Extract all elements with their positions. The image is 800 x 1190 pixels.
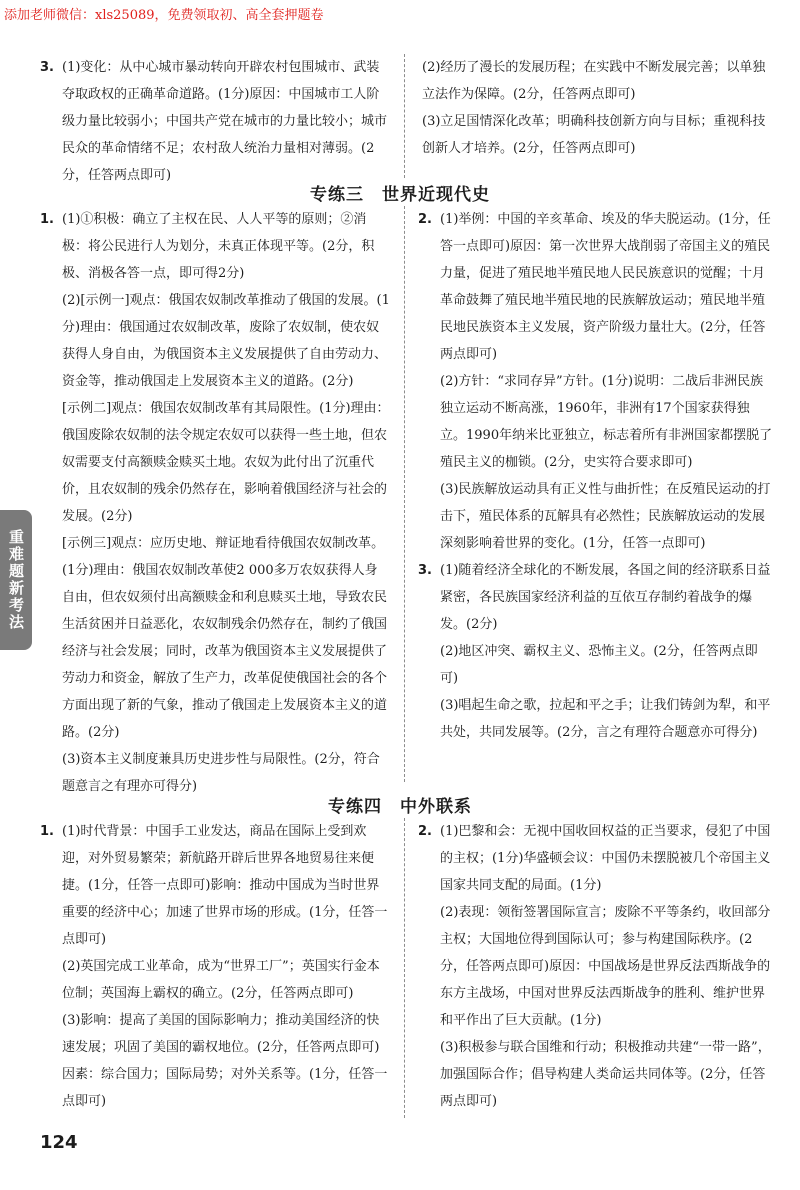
question-number: 2. <box>418 212 432 227</box>
answer-paragraph: (1)巴黎和会：无视中国收回权益的正当要求，侵犯了中国的主权；(1分)华盛顿会议：中国仍未摆脱被几个帝国主义国家共同支配的局面。(1分) <box>440 824 771 893</box>
answer-paragraph: [示例二]观点：俄国农奴制改革有其局限性。(1分)理由：俄国废除农奴制的法令规定农奴可以获得一些土地，但农奴需要支付高额赎金赎买土地。农奴为此付出了沉重代价，且农奴制的残余仍然存在，影响着俄国经济与社会的发展。(2分) <box>62 401 390 524</box>
answer-paragraph: (3)唱起生命之歌，拉起和平之手；让我们铸剑为犁，和平共处，共同发展等。(2分，言之有理符合题意亦可得分) <box>440 698 771 740</box>
column-divider <box>404 54 405 178</box>
page-number: 124 <box>40 1132 78 1153</box>
section4-left-column <box>40 818 390 1115</box>
section-heading-4: 专练四 中外联系 <box>328 797 472 817</box>
answer-paragraph: (2)英国完成工业革命，成为“世界工厂”；英国实行金本位制；英国海上霸权的确立。(2分，任答两点即可) <box>62 959 380 1001</box>
answer-paragraph: (1)变化：从中心城市暴动转向开辟农村包围城市、武装夺取政权的正确革命道路。(1分)原因：中国城市工人阶级力量比较弱小；中国共产党在城市的力量比较小；城市民众的革命情绪不足；农村敌人统治力量相对薄弱。(2分，任答两点即可) <box>62 60 388 183</box>
question-number: 2. <box>418 824 432 839</box>
top-right-column <box>418 54 774 162</box>
answer-paragraph: (3)影响：提高了美国的国际影响力；推动美国经济的快速发展；巩固了美国的霸权地位。(2分，任答两点即可)因素：综合国力；国际局势；对外关系等。(1分，任答一点即可) <box>62 1013 388 1109</box>
answer-paragraph: (2)[示例一]观点：俄国农奴制改革推动了俄国的发展。(1分)理由：俄国通过农奴制改革，废除了农奴制，使农奴获得人身自由，为俄国资本主义发展提供了自由劳动力、资金等，推动俄国走上发展资本主义的道路。(2分) <box>62 293 390 389</box>
section3-left-column <box>40 206 390 800</box>
answer-paragraph: (3)资本主义制度兼具历史进步性与局限性。(2分，符合题意言之有理亦可得分) <box>62 752 380 794</box>
answer-paragraph: (3)立足国情深化改革；明确科技创新方向与目标；重视科技创新人才培养。(2分，任答两点即可) <box>422 114 766 156</box>
answer-paragraph: (2)经历了漫长的发展历程；在实践中不断发展完善；以单独立法作为保障。(2分，任答两点即可) <box>422 60 766 102</box>
column-divider <box>404 206 405 782</box>
section-heading-3: 专练三 世界近现代史 <box>310 185 490 205</box>
question-number: 3. <box>418 563 432 578</box>
question-number: 1. <box>40 212 54 227</box>
question-1 <box>40 206 390 800</box>
top-right-answers <box>418 54 774 162</box>
answer-paragraph: (2)表现：领衔签署国际宣言；废除不平等条约，收回部分主权；大国地位得到国际认可；参与构建国际秩序。(2分，任答两点即可)原因：中国战场是世界反法西斯战争的东方主战场，中国对世界反法西斯战争的胜利、维护世界和平作出了巨大贡献。(1分) <box>440 905 771 1028</box>
answer-paragraph: (1)举例：中国的辛亥革命、埃及的华夫脱运动。(1分，任答一点即可)原因：第一次世界大战削弱了帝国主义的殖民力量，促进了殖民地半殖民地人民民族意识的觉醒；十月革命鼓舞了殖民地半殖民地的民族解放运动；殖民地半殖民地民族资本主义发展，资产阶级力量壮大。(2分，任答两点即可) <box>440 212 771 362</box>
answer-paragraph: (2)方针：“求同存异”方针。(1分)说明：二战后非洲民族独立运动不断高涨，1960年，非洲有17个国家获得独立。1990年纳米比亚独立，标志着所有非洲国家都摆脱了殖民主义的枷锁。(2分，史实符合要求即可) <box>440 374 773 470</box>
watermark-text: 添加老师微信：xls25089，免费领取初、高全套押题卷 <box>4 8 324 23</box>
question-3 <box>418 557 774 746</box>
question-number: 1. <box>40 824 54 839</box>
answer-paragraph: (1)随着经济全球化的不断发展，各国之间的经济联系日益紧密，各民族国家经济利益的互依互存制约着战争的爆发。(2分) <box>440 563 771 632</box>
answer-paragraph: (3)积极参与联合国维和行动；积极推动共建“一带一路”，加强国际合作；倡导构建人类命运共同体等。(2分，任答两点即可) <box>440 1040 771 1109</box>
question-3-tail <box>40 54 390 189</box>
answer-paragraph: [示例三]观点：应历史地、辩证地看待俄国农奴制改革。(1分)理由：俄国农奴制改革使2 000多万农奴获得人身自由，但农奴须付出高额赎金和利息赎买土地，导致农民生活贫困并日益恶化，农奴制残余仍然存在，制约了俄国经济与社会发展；同时，改革为俄国资本主义发展提供了劳动力和资金，解放了生产力，改革促使俄国社会的各个方面出现了新的气象，推动了俄国走上发展资本主义的道路。(2分) <box>62 536 388 740</box>
question-1 <box>40 818 390 1115</box>
top-left-column <box>40 54 390 189</box>
answer-paragraph: (1)①积极：确立了主权在民、人人平等的原则；②消极：将公民进行人为划分，未真正体现平等。(2分，积极、消极各答一点，即可得2分) <box>62 212 375 281</box>
question-number: 3. <box>40 60 54 75</box>
section3-right-column <box>418 206 774 746</box>
column-divider <box>404 818 405 1118</box>
section4-right-column <box>418 818 774 1115</box>
answer-paragraph: (1)时代背景：中国手工业发达，商品在国际上受到欢迎，对外贸易繁荣；新航路开辟后世界各地贸易往来便捷。(1分，任答一点即可)影响：推动中国成为当时世界重要的经济中心；加速了世界市场的形成。(1分，任答一点即可) <box>62 824 388 947</box>
question-2 <box>418 818 774 1115</box>
answer-paragraph: (2)地区冲突、霸权主义、恐怖主义。(2分，任答两点即可) <box>440 644 758 686</box>
question-2 <box>418 206 774 557</box>
side-tab-label: 重难题新考法 <box>0 510 32 650</box>
answer-paragraph: (3)民族解放运动具有正义性与曲折性；在反殖民运动的打击下，殖民体系的瓦解具有必然性；民族解放运动的发展深刻影响着世界的变化。(1分，任答一点即可) <box>440 482 771 551</box>
